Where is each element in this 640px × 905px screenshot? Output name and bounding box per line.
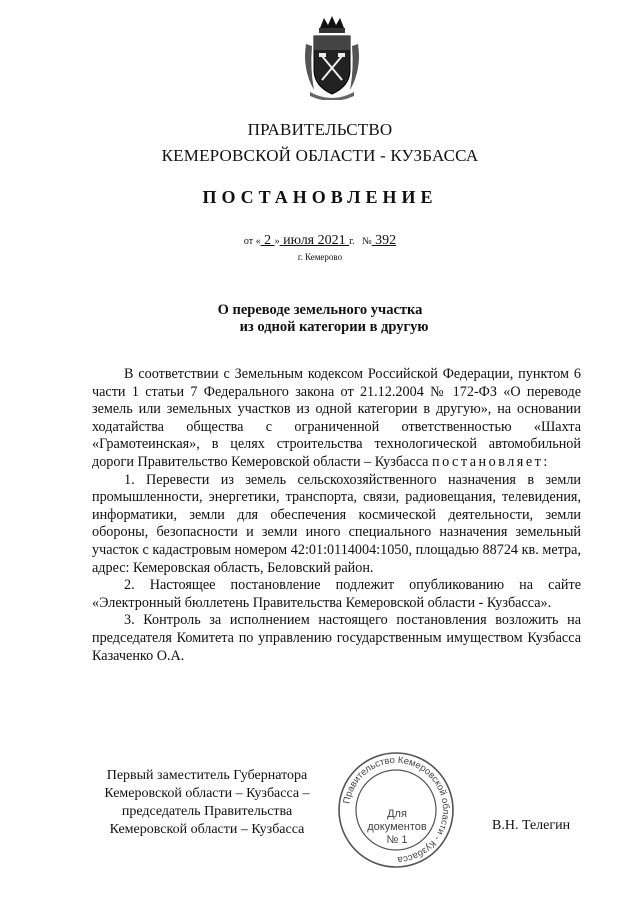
- signatory-name: В.Н. Телегин: [492, 818, 571, 833]
- signatory-title: [92, 767, 322, 839]
- stamp-center-line3: № 1: [386, 834, 408, 846]
- date-number-line: [0, 233, 640, 249]
- city-label: г. Кемерово: [297, 252, 343, 262]
- subject-line2: из одной категории в другую: [239, 319, 429, 335]
- paragraph-item-3: 3. Контроль за исполнением настоящего постановления возложить на председателя Комитета по управлению государственным имуществом Кузбасса Казаченко О.А.: [92, 612, 581, 664]
- resolves-word: постановляет:: [432, 453, 550, 470]
- paragraph-item-1: 1. Перевести из земель сельскохозяйственного назначения в земли промышленности, энергетики, транспорта, связи, радиовещания, телевидения, информатики, земли для обеспечения космической деятельности, земли обороны, безопасности и земли иного специального назначения земельный участок с кадастровым номером 42:01:0114004:1050, площадью 88724 кв. метра, адрес: Кемеровская область, Беловский район.: [92, 471, 581, 576]
- government-name-line1: ПРАВИТЕЛЬСТВО: [247, 120, 393, 139]
- stamp-ring-text: Правительство Кемеровской области - Кузбасса: [341, 754, 452, 866]
- stamp-center-line2: документов: [367, 821, 427, 833]
- number-prefix: №: [362, 236, 372, 247]
- stamp-center-line1: Для: [387, 808, 407, 820]
- document-number: 392: [371, 233, 397, 248]
- signatory-title-line3: председатель Правительства: [121, 804, 293, 819]
- date-bracket: »: [274, 236, 280, 247]
- paragraph-preamble: [92, 366, 581, 472]
- signatory-title-line4: Кемеровской области – Кузбасса: [109, 822, 305, 837]
- date-month-year: июля 2021: [279, 233, 350, 248]
- date-year-suffix: г.: [349, 236, 355, 247]
- document-type-title: ПОСТАНОВЛЕНИЕ: [202, 187, 438, 207]
- signatory-title-line2: Кемеровской области – Кузбасса –: [104, 786, 310, 801]
- date-day: 2: [260, 233, 275, 248]
- stamp-center-text: [356, 808, 438, 847]
- government-name-line2: КЕМЕРОВСКОЙ ОБЛАСТИ - КУЗБАССА: [161, 146, 479, 165]
- document-body: [92, 366, 581, 665]
- coat-of-arms-icon: [300, 14, 364, 100]
- date-prefix: от «: [243, 236, 261, 247]
- document-subject: [0, 302, 640, 336]
- subject-line1: О переводе земельного участка: [217, 302, 423, 318]
- paragraph-item-2: 2. Настоящее постановление подлежит опубликованию на сайте «Электронный бюллетень Правительства Кемеровской области - Кузбасса».: [92, 577, 581, 611]
- preamble-text: В соответствии с Земельным кодексом Российской Федерации, пунктом 6 части 1 статьи 7 Федерального закона от 21.12.2004 № 172-ФЗ «О переводе земель или земельных участков из одной категории в другую», на основании ходатайства общества с ограниченной ответственностью «Шахта «Грамотеинская», в целях строительства технологической автомобильной дороги Правительство Кемеровской области – Кузбасса: [92, 366, 581, 470]
- signatory-title-line1: Первый заместитель Губернатора: [106, 768, 308, 783]
